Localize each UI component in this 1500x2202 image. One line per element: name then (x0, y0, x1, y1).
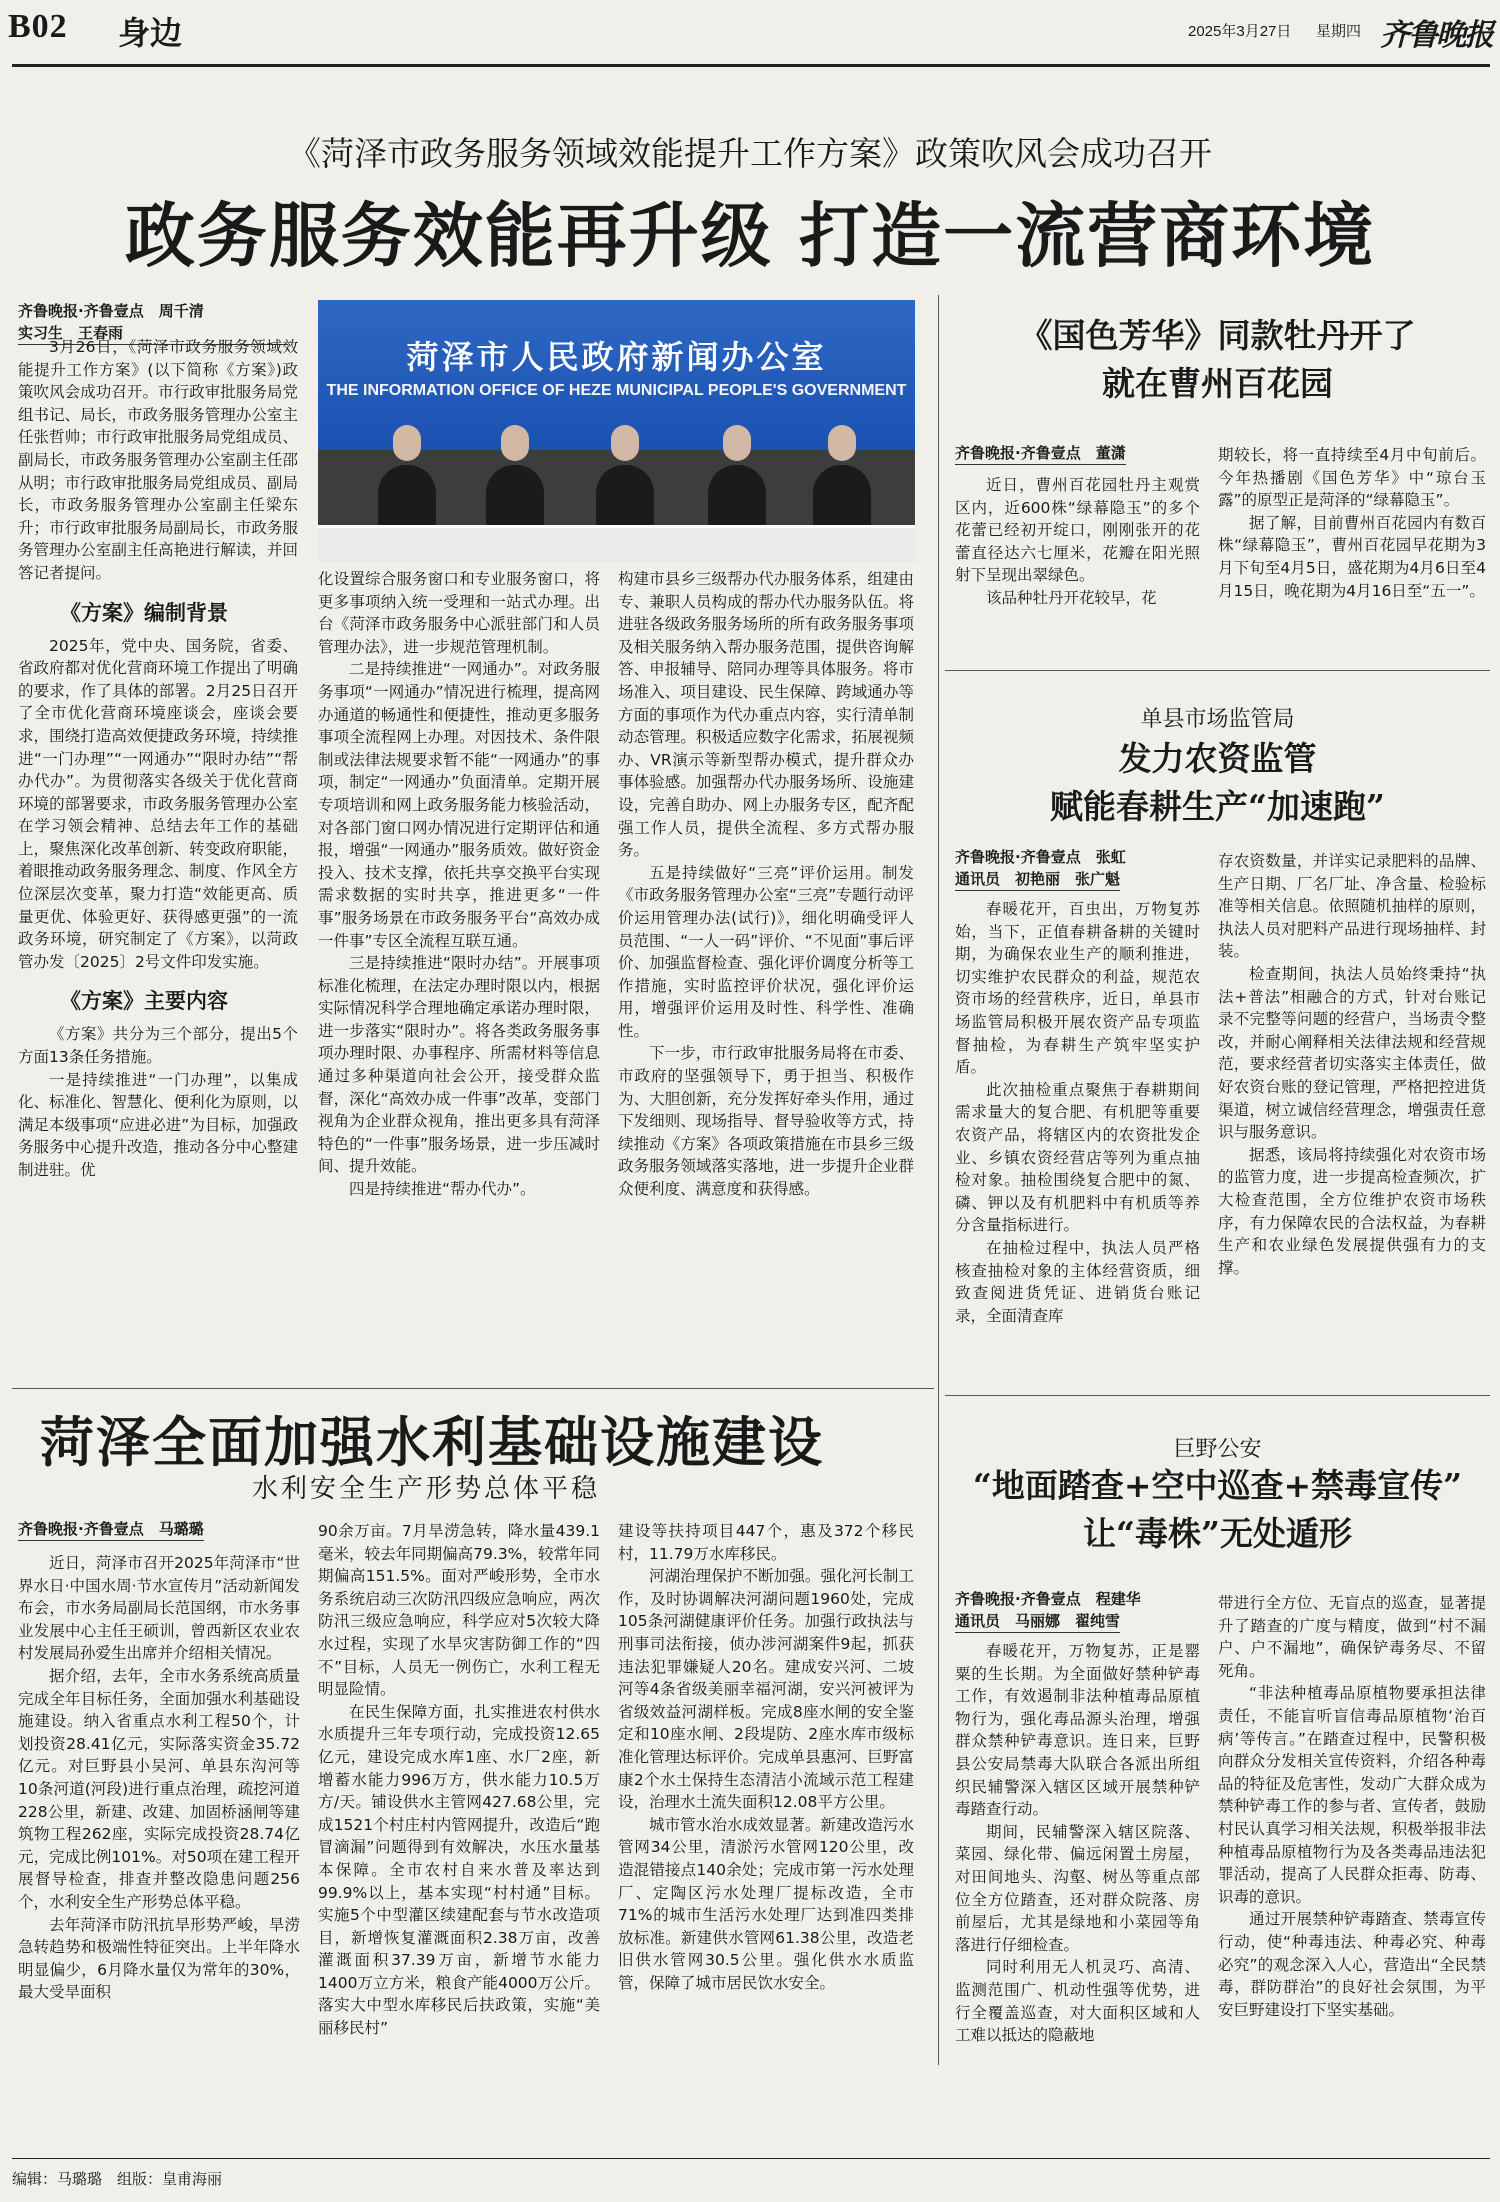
water-paragraph: 河湖治理保护不断加强。强化河长制工作，及时协调解决河湖问题1960处，完成105条河湖健康评价任务。加强行政执法与刑事司法衔接，侦办涉河湖案件9起，抓获违法犯罪嫌疑人20名。建成安兴河、二坡河等4条省级美丽幸福河湖，安兴河被评为省级效益河湖样板。完成8座水闸的安全鉴定和10座水闸、2段堤防、2座水库市级标准化管理达标评价。完成单县惠河、巨野富康2个水土保持生态清洁小流域示范工程建设，治理水土流失面积12.08平方公里。 (618, 1567, 914, 1812)
farm-paragraph: 据悉，该局将持续强化对农资市场的监管力度，进一步提高检查频次，扩大检查范围，全方位维护农资市场秩序，有力保障农民的合法权益，为春耕生产和农业绿色发展提供强有力的支撑。 (1218, 1145, 1486, 1277)
lead-column-1 (18, 336, 298, 1182)
peony-column-2 (1218, 444, 1486, 602)
story-divider (12, 1388, 934, 1389)
peony-column-1 (955, 474, 1200, 610)
water-column-2 (318, 1520, 600, 2040)
issue-weekday: 星期四 (1316, 23, 1362, 40)
conference-table (318, 525, 915, 562)
drug-paragraph: 期间，民辅警深入辖区院落、菜园、绿化带、偏远闲置土房屋，对田间地头、沟壑、树丛等重点部位全方位踏查，还对群众院落、房前屋后，尤其是绿地和小菜园等角落进行仔细检查。 (955, 1822, 1200, 1954)
issue-date: 2025年3月27日 (1188, 23, 1292, 40)
newspaper-logo: 齐鲁晚报 (1380, 18, 1492, 53)
page-number: B02 (8, 8, 68, 45)
farm-paragraph: 在抽检过程中，执法人员严格核查抽检对象的主体经营资质，细致查阅进货凭证、进销货台账记录，全面清查库 (955, 1238, 1200, 1325)
lead-paragraph: 四是持续推进“帮办代办”。 (349, 1180, 536, 1199)
farm-paragraph: 存农资数量，并详实记录肥料的品牌、生产日期、厂名厂址、净含量、检验标准等相关信息。依照随机抽样的原则，执法人员对肥料产品进行现场抽样、封装。 (1218, 852, 1486, 961)
water-subheadline: 水利安全生产形势总体平稳 (252, 1474, 601, 1504)
water-headline: 菏泽全面加强水利基础设施建设 (40, 1410, 824, 1474)
farm-paragraph: 检查期间，执法人员始终秉持“执法+普法”相融合的方式，针对台账记录不完整等问题的经营户，当场责令整改，并耐心阐释相关法律法规和经营规范，要求经营者切实落实主体责任，做好农资台账的登记管理，严格把控进货渠道，树立诚信经营理念，增强责任意识与服务意识。 (1218, 964, 1486, 1142)
peony-paragraph: 近日，曹州百花园牡丹主观赏区内，近600株“绿幕隐玉”的多个花蕾已经初开绽口，刚刚张开的花蕾直径达六七厘米，花瓣在阳光照射下呈现出翠绿色。 (955, 476, 1200, 585)
water-paragraph: 据介绍，去年，全市水务系统高质量完成全年目标任务，全面加强水利基础设施建设。纳入省重点水利工程50个，计划投资28.41亿元，实际落实资金35.72亿元。对巨野县小吴河、单县东沟河等10条河道(河段)进行重点治理，疏挖河道228公里，新建、改建、加固桥涵闸等建筑物工程262座，实际完成投资28.74亿元，完成比例101%。对50项在建工程开展督导检查，排查并整改隐患问题256个，水利安全生产形势总体平稳。 (18, 1666, 300, 1911)
drug-column-2 (1218, 1592, 1486, 2021)
lead-paragraph: 构建市县乡三级帮办代办服务体系，组建由专、兼职人员构成的帮办代办服务队伍。将进驻各级政务服务场所的所有政务服务事项及相关服务纳入帮办服务范围，提供咨询解答、申报辅导、陪同办理等具体服务。将市场准入、项目建设、民生保障、跨域通办等方面的事项作为代办重点内容，实行清单制动态管理。积极适应数字化需求，拓展视频办、VR演示等新型帮办模式，提升群众办事体验感。加强帮办代办服务场所、设施建设，完善自助办、网上办服务专区，配齐配强工作人员，提供全流程、多方式帮办服务。 (618, 570, 914, 860)
water-paragraph: 城市管水治水成效显著。新建改造污水管网34公里，清淤污水管网120公里，改造混错接点140余处；完成市第一污水处理厂、定陶区污水处理厂提标改造，全市71%的城市生活污水处理厂达到准四类排放标准。新建供水管网61.38公里，改造老旧供水管网30.5公里。强化供水水质监管，保障了城市居民饮水安全。 (618, 1815, 914, 1992)
water-byline (18, 1518, 298, 1541)
press-conference-photo (318, 300, 915, 562)
farm-title-line-1: 发力农资监管 (1118, 739, 1317, 778)
peony-paragraph: 据了解，目前曹州百花园内有数百株“绿幕隐玉”，曹州百花园早花期为3月下旬至4月5日，盛花期为4月6日至4月15日，晚花期为4月16日至“五一”。 (1218, 513, 1486, 600)
farm-byline-reporter: 齐鲁晚报·齐鲁壹点 张虹 (955, 848, 1126, 866)
lead-paragraph: 五是持续做好“三亮”评价运用。制发《市政务服务管理办公室“三亮”专题行动评价运用管理办法(试行)》，细化明确受评人员范围、“一人一码”评价、“不见面”事后评价、加强监督检查、强化评价调度分析等工作措施，实时监控评价状况，强化评价运用，增强评价运用及时性、科学性、准确性。 (618, 863, 914, 1040)
lead-paragraph: 2025年，党中央、国务院，省委、省政府都对优化营商环境工作提出了明确的要求，作了具体的部署。2月25日召开了全市优化营商环境座谈会，座谈会要求，围绕打造高效便捷政务环境，持续推进“一门办理”“一网通办”“限时办结”“帮办代办”。为贯彻落实各级关于优化营商环境的部署要求，市政务服务管理办公室在学习领会精神、总结去年工作的基础上，聚焦深化改革创新、转变政府职能，着眼推动政务服务理念、制度、作风全方位深层次变革，聚力打造“效能更高、质量更优、体验更好、获得感更强”的一流政务环境，研究制定了《方案》，以菏政管办发〔2025〕2号文件印发实施。 (18, 636, 298, 971)
drug-title-line-1: “地面踏查+空中巡查+禁毒宣传” (972, 1466, 1463, 1505)
lead-subheading: 《方案》主要内容 (60, 988, 228, 1014)
farm-headline (945, 735, 1490, 831)
water-column-1 (18, 1552, 300, 2004)
water-byline-text: 齐鲁晚报·齐鲁壹点 马璐璐 (18, 1518, 204, 1541)
drug-paragraph: “非法种植毒品原植物要承担法律责任，不能盲听盲信毒品原植物‘治百病’等传言。”在踏查过程中，民警积极向群众分发相关宣传资料，介绍各种毒品的特征及危害性，发动广大群众成为禁种铲毒工作的参与者、宣传者，鼓励村民认真学习相关法规，积极举报非法种植毒品原植物行为及各类毒品违法犯罪活动，提高了人民群众拒毒、防毒、识毒的意识。 (1218, 1684, 1486, 1906)
peony-title-line-2: 就在曹州百花园 (1102, 364, 1333, 403)
column-divider (938, 295, 939, 2065)
drug-paragraph: 同时利用无人机灵巧、高清、监测范围广、机动性强等优势，进行全覆盖巡查，对大面积区域和人工难以抵达的隐蔽地 (955, 1958, 1200, 2045)
lead-paragraph: 3月26日，《菏泽市政务服务领域效能提升工作方案》(以下简称《方案》)政策吹风会成功召开。市行政审批服务局党组书记、局长，市政务服务管理办公室主任张哲帅；市行政审批服务局党组成员、副局长，市政务服务管理办公室副主任邵从明；市行政审批服务局党组成员、副局长，市政务服务管理办公室副主任梁东升；市行政审批服务局副局长，市政务服务管理办公室副主任高艳进行解读，并回答记者提问。 (18, 338, 298, 582)
lead-headline: 政务服务效能再升级 打造一流营商环境 (124, 194, 1376, 277)
farm-byline-correspondents: 通讯员 初艳丽 张广魁 (955, 868, 1120, 891)
lead-kicker: 《菏泽市政务服务领域效能提升工作方案》政策吹风会成功召开 (288, 134, 1212, 173)
page-credits: 编辑：马璐璐 组版：皇甫海丽 (12, 2170, 223, 2188)
lead-paragraph: 化设置综合服务窗口和专业服务窗口，将更多事项纳入统一受理和一站式办理。出台《菏泽市政务服务中心派驻部门和人员管理办法》，进一步规范管理机制。 (318, 570, 600, 656)
lead-paragraph: 三是持续推进“限时办结”。开展事项标准化梳理，在法定办理时限以内，根据实际情况科学合理地确定承诺办理时限，进一步落实“限时办”。将各类政务服务事项办理时限、办事程序、所需材料等信息通过多种渠道向社会公开，接受群众监督，深化“高效办成一件事”改革，变部门视角为企业群众视角，推出更多具有菏泽特色的“一件事”服务场景，进一步压减时间、提升效能。 (318, 954, 600, 1176)
lead-column-2 (318, 568, 600, 1201)
water-paragraph: 90余万亩。7月旱涝急转，降水量439.1毫米，较去年同期偏高79.3%，较常年同期偏高151.5%。面对严峻形势，全市水务系统启动三次防汛四级应急响应，两次防汛三级应急响应，科学应对5次较大降水过程，实现了水旱灾害防御工作的“四不”目标，人员无一例伤亡，水利工程无明显险情。 (318, 1522, 600, 1699)
lead-paragraph: 一是持续推进“一门办理”，以集成化、标准化、智慧化、便利化为原则，以满足本级事项“应进必进”为目标，加强政务服务中心提升改造，推动各分中心整建制进驻。优 (18, 1070, 298, 1179)
section-name: 身边 (118, 14, 183, 52)
lead-byline-reporter: 齐鲁晚报·齐鲁壹点 周千清 (18, 302, 204, 320)
farm-byline (955, 846, 1200, 891)
lead-byline-intern: 实习生 王春雨 (18, 322, 288, 345)
peony-paragraph: 期较长，将一直持续至4月中旬前后。今年热播剧《国色芳华》中“琼台玉露”的原型正是菏泽的“绿幕隐玉”。 (1218, 446, 1486, 510)
water-paragraph: 去年菏泽市防汛抗旱形势严峻，旱涝急转趋势和极端性特征突出。上半年降水明显偏少，6月降水量仅为常年的30%，最大受旱面积 (18, 1915, 300, 2002)
drug-paragraph: 通过开展禁种铲毒踏查、禁毒宣传行动，使“种毒违法、种毒必究、种毒必究”的观念深入人心，营造出“全民禁毒，群防群治”的良好社会氛围，为平安巨野建设打下坚实基础。 (1218, 1910, 1486, 2019)
drug-paragraph: 带进行全方位、无盲点的巡查，显著提升了踏查的广度与精度，做到“村不漏户、户不漏地”，确保铲毒务尽、不留死角。 (1218, 1594, 1486, 1680)
lead-column-3 (618, 568, 914, 1201)
drug-byline-reporter: 齐鲁晚报·齐鲁壹点 程建华 (955, 1590, 1141, 1608)
photo-banner-chinese: 菏泽市人民政府新闻办公室 (406, 338, 827, 376)
peony-paragraph: 该品种牡丹开花较早，花 (986, 588, 1157, 607)
farm-paragraph: 春暖花开，百虫出，万物复苏始，当下，正值春耕备耕的关键时期，为确保农业生产的顺利推进，切实维护农民群众的利益，规范农资市场的经营秩序，近日，单县市场监管局积极开展农资产品专项监督抽检，为春耕生产筑牢坚实护盾。 (955, 900, 1200, 1077)
drug-department: 巨野公安 (1173, 1437, 1262, 1462)
farm-column-1 (955, 898, 1200, 1327)
peony-headline (945, 312, 1490, 408)
photo-banner-english: THE INFORMATION OFFICE OF HEZE MUNICIPAL PEOPLE'S GOVERNMENT (326, 382, 907, 399)
peony-byline-text: 齐鲁晚报·齐鲁壹点 董潇 (955, 442, 1126, 465)
farm-title-line-2: 赋能春耕生产“加速跑” (1050, 787, 1385, 826)
farm-paragraph: 此次抽检重点聚焦于春耕期间需求量大的复合肥、有机肥等重要农资产品，将辖区内的农资批发企业、乡镇农资经营店等列为重点抽检对象。抽检围绕复合肥中的氮、磷、钾以及有机肥料中有机质等养分含量指标进行。 (955, 1080, 1200, 1235)
drug-paragraph: 春暖花开，万物复苏，正是罂粟的生长期。为全面做好禁种铲毒工作，有效遏制非法种植毒品原植物行为，强化毒品源头治理，增强群众禁种铲毒意识。连日来，巨野县公安局禁毒大队联合各派出所组织民辅警深入辖区区域开展禁种铲毒踏查行动。 (955, 1642, 1200, 1819)
farm-department: 单县市场监管局 (1140, 707, 1295, 732)
lead-paragraph: 二是持续推进“一网通办”。对政务服务事项“一网通办”情况进行梳理，提高网办通道的畅通性和便捷性，推动更多服务事项全流程网上办理。对因技术、条件限制或法律法规要求暂不能“一网通办”的事项，制定“一网通办”负面清单。定期开展专项培训和网上政务服务能力核验活动，对各部门窗口网办情况进行定期评估和通报，增强“一网通办”服务质效。做好资金投入、技术支撑，依托共享交换平台实现需求数据的实时共享，推进更多“一件事”服务场景在市政务服务平台“高效办成一件事”专区全流程互联互通。 (318, 660, 600, 950)
water-paragraph: 建设等扶持项目447个，惠及372个移民村，11.79万水库移民。 (618, 1522, 914, 1563)
story-divider (945, 670, 1490, 671)
water-column-3 (618, 1520, 914, 1994)
lead-paragraph: 《方案》共分为三个部分，提出5个方面13条任务措施。 (18, 1025, 298, 1067)
water-paragraph: 在民生保障方面，扎实推进农村供水水质提升三年专项行动，完成投资12.65亿元，建设完成水库1座、水厂2座，新增蓄水能力996万方，供水能力10.5万方/天。铺设供水主管网427.68公里，完成1521个村庄村内管网提升，改造后“跑冒滴漏”问题得到有效解决，水压水量基本保障。全市农村自来水普及率达到99.9%以上，基本实现“村村通”目标。实施5个中型灌区续建配套与节水改造项目，新增恢复灌溉面积2.38万亩，改善灌溉面积37.39万亩，新增节水能力1400万立方米，粮食产能4000万公斤。落实大中型水库移民后扶政策，实施“美丽移民村” (318, 1702, 600, 2038)
peony-title-line-1: 《国色芳华》同款牡丹开了 (1019, 316, 1416, 355)
water-paragraph: 近日，菏泽市召开2025年菏泽市“世界水日·中国水周·节水宣传月”活动新闻发布会，市水务局副局长范国纲，市水务事业发展中心主任王硕训，曾西新区农业农村发展局孙爱生出席并介绍相关情况。 (18, 1554, 300, 1663)
drug-byline (955, 1588, 1200, 1633)
drug-title-line-2: 让“毒株”无处遁形 (1083, 1514, 1352, 1553)
lead-subheading: 《方案》编制背景 (60, 599, 228, 625)
drug-column-1 (955, 1640, 1200, 2047)
lead-paragraph: 下一步，市行政审批服务局将在市委、市政府的坚强领导下，勇于担当、积极作为、大胆创新，充分发挥好牵头作用，通过下发细则、现场指导、督导验收等方式，持续推动《方案》各项政策措施在市县乡三级政务服务领域落实落地，进一步提升企业群众便利度、满意度和获得感。 (618, 1044, 914, 1199)
peony-byline (955, 442, 1195, 465)
footer-rule (12, 2158, 1490, 2159)
story-divider (945, 1395, 1490, 1396)
drug-headline (945, 1462, 1490, 1558)
drug-byline-correspondents: 通讯员 马丽娜 翟纯雪 (955, 1610, 1120, 1633)
farm-column-2 (1218, 850, 1486, 1279)
